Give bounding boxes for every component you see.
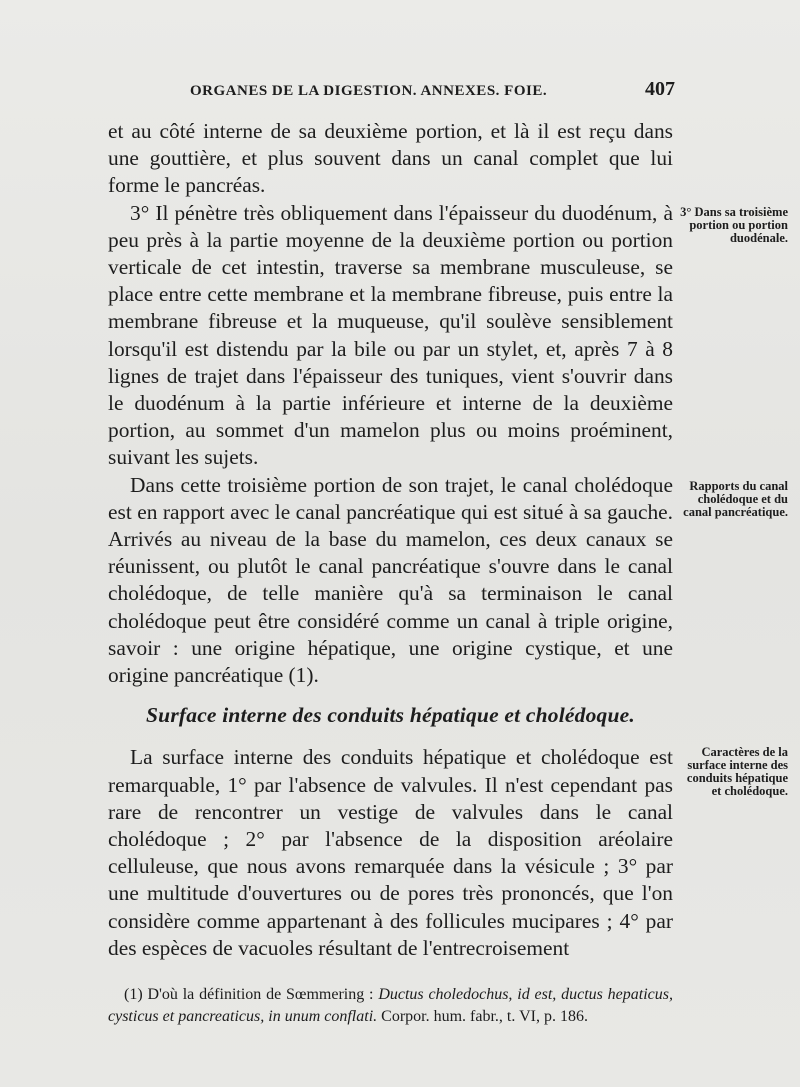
page-number: 407 [645,78,675,100]
section-heading: Surface interne des conduits hépatique et cholédoque. [146,703,635,728]
footnote-mark: (1) D'où la définition de Sœmmering : [124,986,374,1003]
paragraph-2: 3° Il pénètre très obliquement dans l'épaisseur du duodénum, à peu près à la partie moyenne de la deuxième portion ou portion verticale de cet intestin, traverse sa membrane musculeuse, se place entre cette membrane et la membrane fibreuse, puis entre la membrane fibreuse et la muqueuse, qu'il soulève sensiblement lorsqu'il est distendu par la bile ou par un stylet, et, après 7 à 8 lignes de trajet dans l'épaisseur des tuniques, vient s'ouvrir dans le duodénum à la partie inférieure et interne de la deuxième portion, au sommet d'un mamelon plus ou moins proéminent, suivant les sujets. [108,200,673,470]
page-header [190,78,675,101]
footnote-reference: Corpor. hum. fabr., t. VI, p. 186. [381,1008,588,1025]
margin-note-duodenal: 3° Dans sa troisième portion ou portion duodénale. [680,205,788,245]
footnote [108,984,673,1028]
paragraph-3: Dans cette troisième portion de son trajet, le canal cholédoque est en rapport avec le canal pancréatique qui est situé à sa gauche. Arrivés au niveau de la base du mamelon, ces deux canaux se réunissent, ou plutôt le canal pancréatique s'ouvre dans le canal cholédoque, de telle manière qu'à sa terminaison le canal cholédoque peut être considéré comme un canal à triple origine, savoir : une origine hépatique, une origine cystique, et une origine pancréatique (1). [108,472,673,688]
running-title: ORGANES DE LA DIGESTION. ANNEXES. FOIE. [190,83,548,99]
paragraph-4: La surface interne des conduits hépatique et cholédoque est remarquable, 1° par l'absence de valvules. Il n'est cependant pas rare de rencontrer un vestige de valvules dans le canal cholédoque ; 2° par l'absence de la disposition aréolaire celluleuse, que nous avons remarquée dans la vésicule ; 3° par une multitude d'ouvertures ou de pores très prononcés, que l'on considère comme appartenant à des follicules mucipares ; 4° par des espèces de vacuoles résultant de l'entrecroisement [108,745,673,960]
footnote-latin: Ductus choledochus, id est, ductus hepaticus, cysticus et pancreaticus, in unum conflati. [108,986,673,1025]
margin-note-rapports: Rapports du canal cholédoque et du canal pancréatique. [683,479,788,519]
main-text [108,118,673,962]
margin-note-caracteres: Caractères de la surface interne des conduits hépatique et cholédoque. [686,745,788,798]
paragraph-1: et au côté interne de sa deuxième portion, et là il est reçu dans une gouttière, et plus souvent dans un canal complet que lui forme le pancréas. [108,119,673,198]
